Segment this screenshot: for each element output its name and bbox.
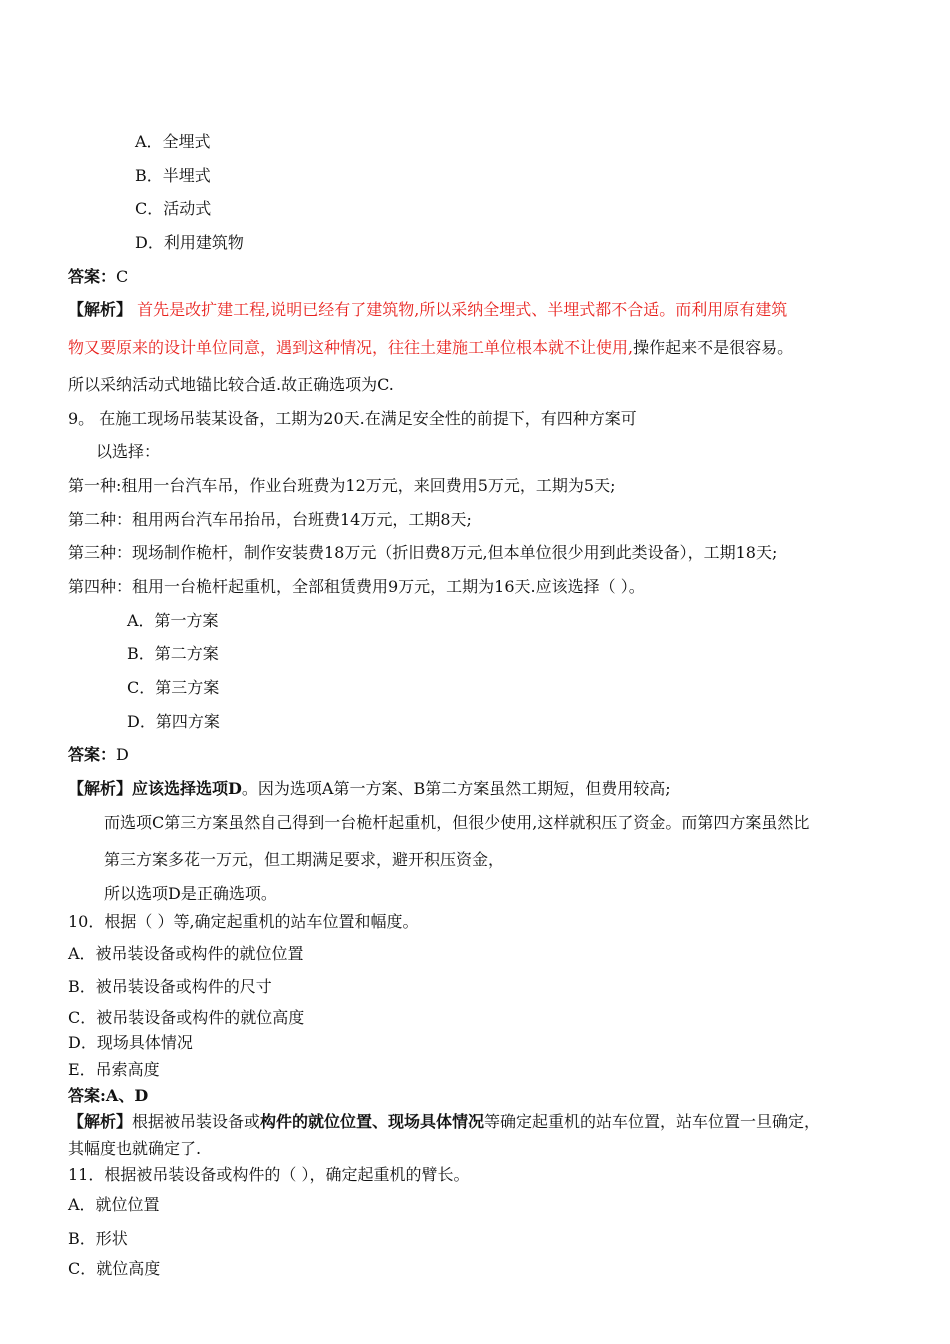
q8-option-b: B．半埋式 [135, 166, 211, 185]
q9-analysis-line-3: 第三方案多花一万元，但工期满足要求，避开积压资金， [104, 850, 505, 869]
answer-label: 答案： [68, 267, 117, 286]
analysis-text-red: 物又要原来的设计单位同意，遇到这种情况，往往土建施工单位根本就不让使用, [68, 338, 634, 357]
analysis-text: 根据被吊装设备或 [132, 1112, 261, 1131]
q9-analysis-line-4: 所以选项D是正确选项。 [104, 884, 277, 903]
q9-option-c: C．第三方案 [127, 678, 220, 697]
q8-analysis-line-2 [68, 337, 793, 359]
q9-stem-line-1: 9。 在施工现场吊装某设备，工期为20天.在满足安全性的前提下，有四种方案可 [68, 409, 637, 428]
analysis-label: 【解析】 [68, 779, 133, 798]
q9-option-b: B．第二方案 [127, 644, 219, 663]
q11-option-a: A．就位位置 [68, 1195, 160, 1214]
q10-analysis-line-2: 其幅度也就确定了. [68, 1139, 202, 1158]
analysis-bold: 应该选择选项D [132, 779, 242, 798]
q11-stem: 11．根据被吊装设备或构件的（ ），确定起重机的臂长。 [68, 1165, 470, 1184]
q9-plan-2: 第二种：租用两台汽车吊抬吊，台班费14万元，工期8天; [68, 510, 472, 529]
q9-option-a: A．第一方案 [127, 611, 219, 630]
q10-option-e: E．吊索高度 [68, 1060, 160, 1079]
q8-option-a: A．全埋式 [135, 132, 211, 151]
analysis-label: 【解析】 [68, 1112, 133, 1131]
q9-option-d: D．第四方案 [127, 712, 220, 731]
q9-plan-4: 第四种：租用一台桅杆起重机，全部租赁费用9万元，工期为16天.应该选择（ ）。 [68, 577, 645, 596]
q8-analysis-line-3: 所以采纳活动式地锚比较合适.故正确选项为C. [68, 375, 394, 394]
q10-answer: 答案:A、D [68, 1086, 149, 1105]
q8-option-d: D．利用建筑物 [135, 233, 244, 252]
q9-analysis-line-1 [68, 778, 671, 800]
analysis-text: 操作起来不是很容易。 [633, 338, 794, 357]
q9-plan-1: 第一种:租用一台汽车吊，作业台班费为12万元，来回费用5万元，工期为5天; [68, 476, 616, 495]
q11-option-c: C．就位高度 [68, 1259, 161, 1278]
q8-analysis-line-1 [68, 299, 787, 321]
analysis-text: 等确定起重机的站车位置，站车位置一旦确定， [484, 1112, 821, 1131]
q9-analysis-line-2: 而选项C第三方案虽然自己得到一台桅杆起重机，但很少使用,这样就积压了资金。而第四方案虽然比 [104, 813, 810, 832]
q8-answer [68, 266, 128, 288]
q10-option-a: A．被吊装设备或构件的就位位置 [68, 944, 304, 963]
q11-option-b: B．形状 [68, 1229, 128, 1248]
analysis-bold: 构件的就位位置、现场具体情况 [260, 1112, 485, 1131]
answer-label: 答案： [68, 745, 117, 764]
q9-answer [68, 744, 129, 766]
q10-analysis-line-1 [68, 1111, 820, 1133]
q10-option-b: B．被吊装设备或构件的尺寸 [68, 977, 272, 996]
q8-option-c: C．活动式 [135, 199, 212, 218]
q10-option-d: D．现场具体情况 [68, 1033, 193, 1052]
q9-plan-3: 第三种：现场制作桅杆，制作安装费18万元（折旧费8万元,但本单位很少用到此类设备），工期18天; [68, 543, 778, 562]
answer-value: D [116, 745, 129, 764]
q10-stem: 10．根据（ ）等,确定起重机的站车位置和幅度。 [68, 912, 419, 931]
analysis-label: 【解析】 [68, 300, 133, 319]
answer-value: C [116, 267, 129, 286]
q9-stem-line-2: 以选择： [96, 442, 161, 461]
analysis-text: 。因为选项A第一方案、B第二方案虽然工期短，但费用较高; [241, 779, 671, 798]
q10-option-c: C．被吊装设备或构件的就位高度 [68, 1008, 305, 1027]
analysis-text: 首先是改扩建工程,说明已经有了建筑物,所以采纳全埋式、半埋式都不合适。而利用原有建筑 [132, 300, 788, 319]
